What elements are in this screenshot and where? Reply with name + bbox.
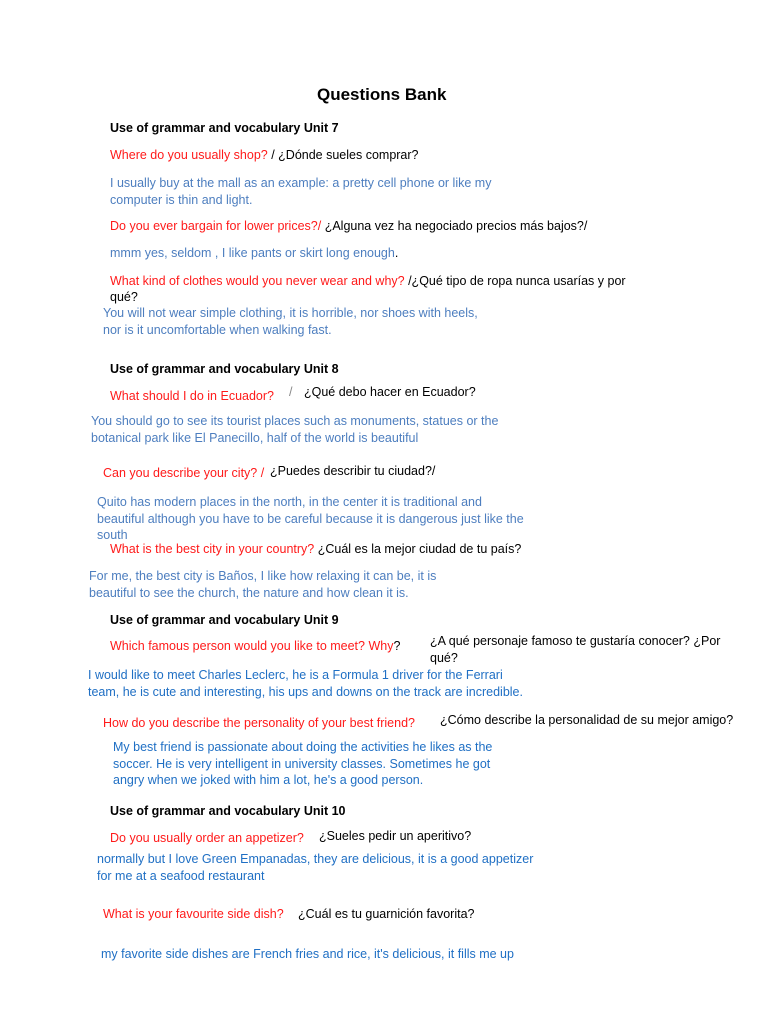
question-9-en: Do you usually order an appetizer? — [110, 831, 304, 845]
answer-line: mmm yes, seldom , I like pants or skirt long enough — [110, 246, 395, 260]
answer-8 — [113, 739, 492, 789]
answer-line: computer is thin and light. — [110, 192, 253, 207]
question-7-en-wrap — [110, 638, 400, 655]
question-3-es: /¿Qué tipo de ropa nunca usarías y por — [404, 274, 626, 288]
answer-line: beautiful although you have to be careful because it is dangerous just like the — [97, 511, 524, 526]
question-6 — [110, 541, 521, 558]
answer-6 — [89, 568, 436, 601]
unit-10-heading: Use of grammar and vocabulary Unit 10 — [110, 804, 346, 818]
question-8-en: How do you describe the personality of your best friend? — [103, 716, 415, 730]
answer-4 — [91, 413, 498, 446]
answer-3 — [103, 305, 478, 338]
page-title: Questions Bank — [317, 85, 447, 104]
question-1 — [110, 147, 419, 164]
question-4-separator: / — [289, 385, 293, 399]
question-5-es: ¿Puedes describir tu ciudad?/ — [270, 464, 436, 478]
answer-line: I would like to meet Charles Leclerc, he is a Formula 1 driver for the Ferrari — [88, 668, 503, 682]
answer-line: My best friend is passionate about doing the activities he likes as the — [113, 740, 493, 754]
answer-1 — [110, 175, 491, 208]
question-6-es: ¿Cuál es la mejor ciudad de tu país? — [314, 542, 522, 556]
question-1-es: / ¿Dónde sueles comprar? — [267, 148, 419, 162]
question-4-en: What should I do in Ecuador? — [110, 389, 274, 403]
answer-line: Quito has modern places in the north, in the center it is traditional and — [97, 495, 482, 509]
answer-line: soccer. He is very intelligent in university classes. Sometimes he got — [113, 756, 491, 771]
question-1-en: Where do you usually shop? — [110, 148, 268, 162]
answer-line: beautiful to see the church, the nature and how clean it is. — [89, 585, 409, 600]
answer-line: for me at a seafood restaurant — [97, 868, 265, 883]
question-7-mark: ? — [393, 639, 401, 653]
answer-7 — [88, 667, 523, 700]
unit-8-heading: Use of grammar and vocabulary Unit 8 — [110, 362, 339, 376]
answer-line: I usually buy at the mall as an example: a pretty cell phone or like my — [110, 176, 492, 190]
question-10-es: ¿Cuál es tu guarnición favorita? — [298, 907, 475, 921]
answer-line: You should go to see its tourist places such as monuments, statues or the — [91, 414, 499, 428]
question-7-es — [430, 633, 720, 666]
question-3-es-cont: qué? — [110, 290, 138, 304]
answer-10: my favorite side dishes are French fries and rice, it's delicious, it fills me up — [101, 947, 514, 961]
question-2-en: Do you ever bargain for lower prices?/ — [110, 219, 322, 233]
answer-line: nor is it uncomfortable when walking fast. — [103, 322, 332, 337]
question-7-es-line: ¿A qué personaje famoso te gustaría conocer? ¿Por — [430, 634, 721, 648]
answer-9 — [97, 851, 533, 884]
question-5-en: Can you describe your city? / — [103, 466, 265, 480]
unit-9-heading: Use of grammar and vocabulary Unit 9 — [110, 613, 339, 627]
question-7-en: Which famous person would you like to meet? Why — [110, 639, 394, 653]
answer-5 — [97, 494, 524, 544]
answer-line: south — [97, 528, 128, 542]
answer-2 — [110, 245, 398, 262]
question-6-en: What is the best city in your country? — [110, 542, 315, 556]
question-8-es: ¿Cómo describe la personalidad de su mejor amigo? — [440, 713, 734, 727]
question-10-en: What is your favourite side dish? — [103, 907, 284, 921]
answer-line: botanical park like El Panecillo, half of the world is beautiful — [91, 430, 419, 445]
answer-line: normally but I love Green Empanadas, they are delicious, it is a good appetizer — [97, 852, 534, 866]
answer-line: team, he is cute and interesting, his ups and downs on the track are incredible. — [88, 684, 523, 699]
answer-line: angry when we joked with him a lot, he's a good person. — [113, 773, 424, 787]
question-4-es: ¿Qué debo hacer en Ecuador? — [304, 385, 476, 399]
question-9-es: ¿Sueles pedir un aperitivo? — [319, 829, 472, 843]
question-2 — [110, 218, 587, 235]
answer-line: For me, the best city is Baños, I like how relaxing it can be, it is — [89, 569, 437, 583]
answer-period: . — [394, 246, 399, 260]
question-7-es-line: qué? — [430, 650, 458, 665]
question-3 — [110, 273, 626, 290]
answer-line: You will not wear simple clothing, it is horrible, nor shoes with heels, — [103, 306, 478, 320]
question-2-es: ¿Alguna vez ha negociado precios más bajos?/ — [321, 219, 588, 233]
question-3-en: What kind of clothes would you never wear and why? — [110, 274, 405, 288]
unit-7-heading: Use of grammar and vocabulary Unit 7 — [110, 121, 339, 135]
